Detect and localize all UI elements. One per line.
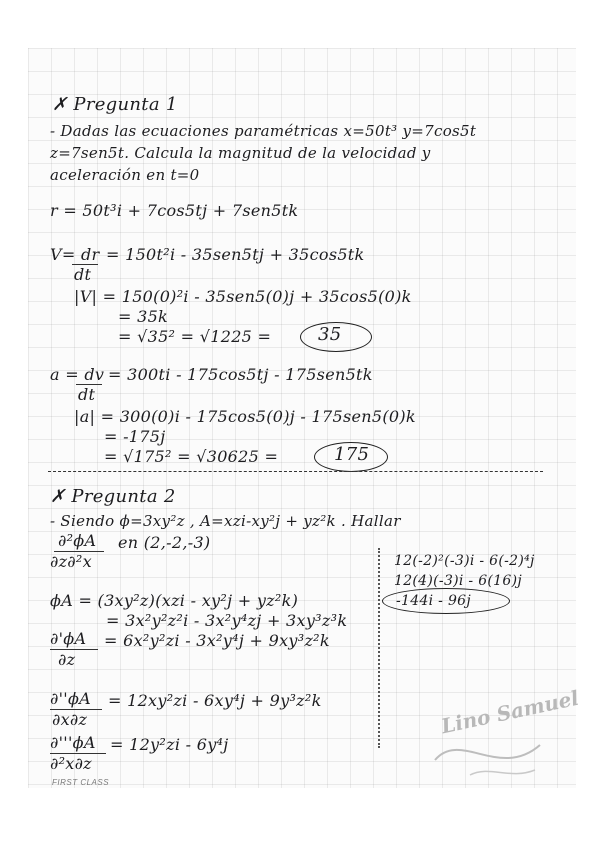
side-calc-line-2: 12(4)(-3)i - 6(16)j [394, 573, 523, 589]
question-2-title: ✗ Pregunta 2 [50, 486, 176, 507]
velocity-magnitude-line-1: |V| = 150(0)²i - 35sen5(0)j + 35cos5(0)k [74, 287, 412, 306]
acceleration-magnitude-line-3: = √175² = √30625 = [104, 447, 279, 466]
side-note-separator [378, 548, 380, 748]
acceleration-lhs-numerator: a = dv [50, 365, 105, 384]
first-derivative-numerator: ∂'ϕA [50, 629, 87, 648]
acceleration-lhs-denominator: dt [78, 385, 96, 404]
section-divider [48, 471, 543, 472]
acceleration-magnitude-line-1: |a| = 300(0)i - 175cos5(0)j - 175sen5(0)k [74, 407, 416, 426]
q1-statement-line-3: aceleración en t=0 [50, 166, 200, 184]
velocity-result: 35 [318, 324, 342, 345]
q1-statement-line-2: z=7sen5t. Calcula la magnitud de la velocidad y [50, 144, 431, 162]
product-line-1: ϕA = (3xy²z)(xzi - xy²j + yz²k) [50, 591, 299, 610]
second-derivative-denominator: ∂x∂z [52, 710, 88, 729]
second-derivative-numerator: ∂''ϕA [50, 689, 92, 708]
notebook-brand-footer: FIRST CLASS [52, 778, 110, 787]
second-derivative-expression: = 12xy²zi - 6xy⁴j + 9y³z²k [108, 691, 322, 710]
velocity-expression: = 150t²i - 35sen5tj + 35cos5tk [106, 245, 365, 264]
question-1-title: ✗ Pregunta 1 [52, 94, 178, 115]
q2-statement-line-1: - Siendo ϕ=3xy²z , A=xzi-xy²j + yz²k . Hallar [50, 512, 401, 530]
watermark-swirl [430, 720, 550, 790]
acceleration-result: 175 [334, 444, 370, 465]
velocity-magnitude-line-2: = 35k [118, 307, 169, 326]
first-derivative-expression: = 6x²y²zi - 3x²y⁴j + 9xy³z²k [104, 631, 330, 650]
derivative-numerator: ∂²ϕA [58, 531, 97, 550]
acceleration-expression: = 300ti - 175cos5tj - 175sen5tk [108, 365, 373, 384]
product-line-2: = 3x²y²z²i - 3x²y⁴zj + 3xy³z³k [106, 611, 348, 630]
derivative-denominator: ∂z∂²x [50, 552, 92, 571]
third-derivative-numerator: ∂'''ϕA [50, 733, 96, 752]
derivative-evaluation-point: en (2,-2,-3) [118, 533, 211, 552]
velocity-magnitude-line-3: = √35² = √1225 = [118, 327, 272, 346]
velocity-lhs-denominator: dt [74, 265, 92, 284]
third-derivative-denominator: ∂²x∂z [50, 754, 92, 773]
third-derivative-expression: = 12y²zi - 6y⁴j [110, 735, 229, 754]
side-calc-line-1: 12(-2)²(-3)i - 6(-2)⁴j [394, 553, 535, 569]
velocity-lhs-numerator: V= dr [50, 245, 100, 264]
q1-statement-line-1: - Dadas las ecuaciones paramétricas x=50t³ y=7cos5t [50, 122, 477, 140]
watermark-text: Lino Samuel [439, 685, 581, 739]
first-derivative-denominator: ∂z [58, 650, 76, 669]
acceleration-magnitude-line-2: = -175j [104, 427, 166, 446]
position-vector: r = 50t³i + 7cos5tj + 7sen5tk [50, 201, 299, 220]
side-calc-result: -144i - 96j [396, 593, 472, 609]
